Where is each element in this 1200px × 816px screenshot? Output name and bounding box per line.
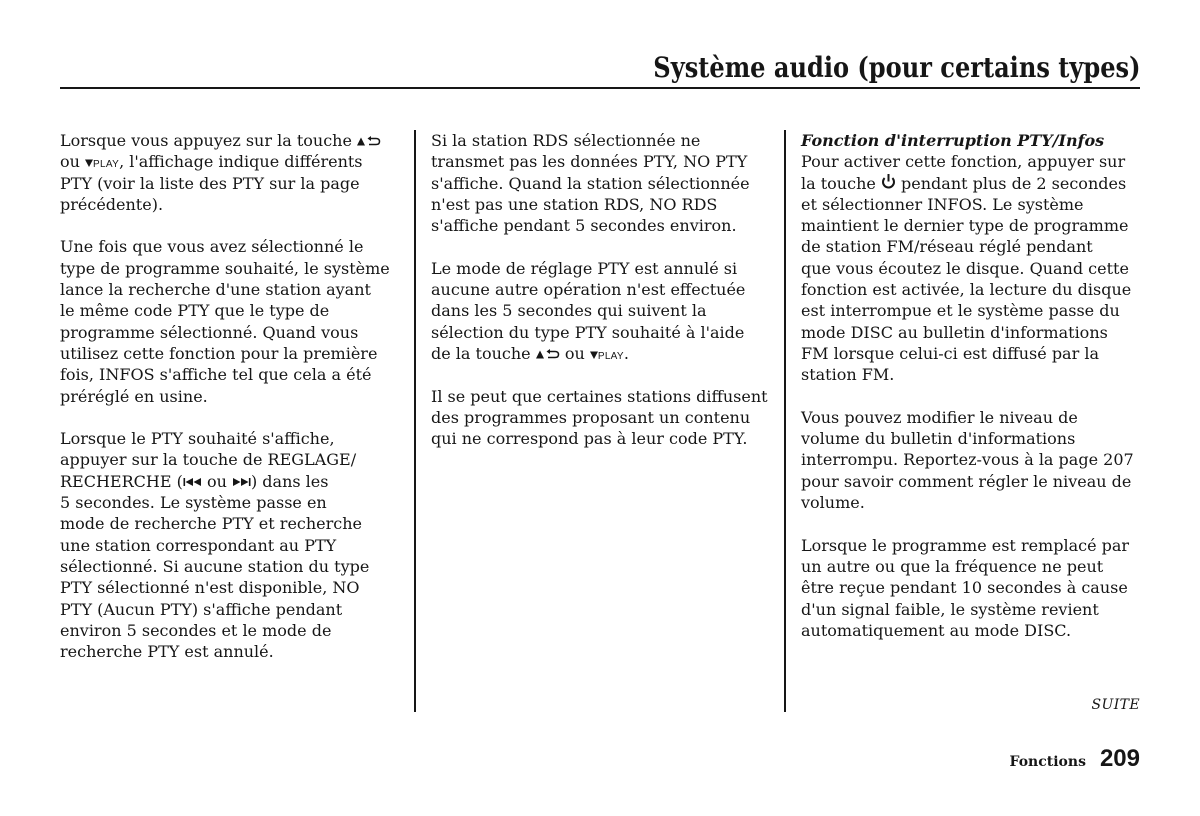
text-line: environ 5 secondes et le mode de bbox=[60, 620, 332, 640]
text-line: 5 secondes. Le système passe en bbox=[60, 493, 327, 513]
paragraph bbox=[801, 407, 1151, 513]
text-segment: ) dans les bbox=[250, 471, 329, 491]
text-line: un autre ou que la fréquence ne peut bbox=[801, 556, 1104, 576]
text-line: programme sélectionné. Quand vous bbox=[60, 322, 359, 342]
text-line: mode DISC au bulletin d'informations bbox=[801, 322, 1108, 342]
text-line: n'est pas une station RDS, NO RDS bbox=[431, 194, 718, 214]
text-line: sélection du type PTY souhaité à l'aide bbox=[431, 322, 745, 342]
text-line: transmet pas les données PTY, NO PTY bbox=[431, 152, 748, 172]
column-right bbox=[801, 130, 1151, 662]
page-title: Système audio (pour certains types) bbox=[652, 51, 1140, 84]
text-line: maintient le dernier type de programme bbox=[801, 216, 1129, 236]
play-label: PLAY bbox=[597, 350, 624, 362]
text-line: station FM. bbox=[801, 365, 895, 385]
text-line: s'affiche. Quand la station sélectionnée bbox=[431, 173, 750, 193]
text-line: Lorsque le PTY souhaité s'affiche, bbox=[60, 429, 335, 449]
paragraph bbox=[801, 535, 1151, 641]
text-segment: ou bbox=[201, 471, 232, 491]
text-segment: la touche bbox=[801, 173, 881, 193]
column-divider bbox=[414, 130, 416, 712]
text-line bbox=[60, 151, 410, 172]
text-line: mode de recherche PTY et recherche bbox=[60, 514, 363, 534]
text-line bbox=[431, 343, 781, 364]
page-footer bbox=[1010, 744, 1140, 777]
text-line: fois, INFOS s'affiche tel que cela a été bbox=[60, 365, 372, 385]
text-line: Pour activer cette fonction, appuyer sur bbox=[801, 152, 1126, 172]
text-line: des programmes proposant un contenu bbox=[431, 407, 751, 427]
text-segment: Lorsque vous appuyez sur la touche bbox=[60, 131, 358, 150]
text-line: utilisez cette fonction pour la première bbox=[60, 343, 378, 363]
text-line: et sélectionner INFOS. Le système bbox=[801, 194, 1084, 214]
section-heading: Fonction d'interruption PTY/Infos bbox=[801, 131, 1105, 150]
text-line: appuyer sur la touche de REGLAGE/ bbox=[60, 450, 357, 470]
down-play-icon bbox=[590, 343, 624, 367]
text-line: aucune autre opération n'est effectuée bbox=[431, 280, 746, 300]
text-line: le même code PTY que le type de bbox=[60, 301, 330, 321]
paragraph bbox=[431, 386, 781, 450]
text-segment: , l'affichage indique différents bbox=[119, 152, 363, 172]
text-line bbox=[801, 173, 1151, 194]
text-line: interrompu. Reportez-vous à la page 207 bbox=[801, 450, 1134, 470]
text-line: volume. bbox=[801, 493, 865, 513]
text-line: Lorsque le programme est remplacé par bbox=[801, 535, 1130, 555]
text-segment: ou bbox=[60, 152, 86, 172]
text-line: FM lorsque celui-ci est diffusé par la bbox=[801, 343, 1099, 363]
text-segment: RECHERCHE ( bbox=[60, 471, 183, 491]
skip-back-icon bbox=[183, 471, 202, 492]
text-line: Le mode de réglage PTY est annulé si bbox=[431, 258, 738, 278]
text-line: PTY sélectionné n'est disponible, NO bbox=[60, 578, 360, 598]
text-line: être reçue pendant 10 secondes à cause bbox=[801, 578, 1128, 598]
text-line: automatiquement au mode DISC. bbox=[801, 620, 1072, 640]
text-line: qui ne correspond pas à leur code PTY. bbox=[431, 429, 748, 449]
header-rule bbox=[60, 87, 1140, 89]
skip-forward-icon bbox=[232, 471, 251, 492]
text-line: pour savoir comment régler le niveau de bbox=[801, 471, 1132, 491]
down-play-icon bbox=[85, 151, 119, 175]
text-line: volume du bulletin d'informations bbox=[801, 429, 1076, 449]
text-line: fonction est activée, la lecture du disque bbox=[801, 280, 1132, 300]
power-icon bbox=[881, 173, 896, 194]
up-return-icon bbox=[357, 130, 381, 151]
text-line: Une fois que vous avez sélectionné le bbox=[60, 237, 364, 257]
text-line: Vous pouvez modifier le niveau de bbox=[801, 407, 1078, 427]
text-line bbox=[60, 471, 410, 492]
text-line: Si la station RDS sélectionnée ne bbox=[431, 131, 701, 150]
column-divider bbox=[784, 130, 786, 712]
text-segment: . bbox=[623, 343, 629, 363]
text-line: que vous écoutez le disque. Quand cette bbox=[801, 258, 1129, 278]
text-line: préréglé en usine. bbox=[60, 386, 208, 406]
footer-section-name: Fonctions bbox=[1009, 754, 1086, 770]
text-line: PTY (Aucun PTY) s'affiche pendant bbox=[60, 599, 343, 619]
text-line: précédente). bbox=[60, 194, 164, 214]
column-middle bbox=[431, 130, 781, 471]
text-line: recherche PTY est annulé. bbox=[60, 642, 274, 662]
column-left bbox=[60, 130, 410, 684]
text-segment: de la touche bbox=[431, 343, 536, 363]
text-line: PTY (voir la liste des PTY sur la page bbox=[60, 173, 360, 193]
text-line: lance la recherche d'une station ayant bbox=[60, 280, 371, 300]
continued-marker: SUITE bbox=[1091, 697, 1140, 713]
text-line: type de programme souhaité, le système bbox=[60, 258, 390, 278]
text-segment: ou bbox=[559, 343, 590, 363]
paragraph bbox=[801, 130, 1151, 386]
text-line: sélectionné. Si aucune station du type bbox=[60, 556, 370, 576]
play-label: PLAY bbox=[93, 159, 120, 171]
paragraph bbox=[60, 428, 410, 662]
paragraph bbox=[60, 130, 410, 215]
paragraph bbox=[431, 130, 781, 236]
text-line: d'un signal faible, le système revient bbox=[801, 599, 1099, 619]
page-number: 209 bbox=[1099, 745, 1140, 772]
text-line: de station FM/réseau réglé pendant bbox=[801, 237, 1093, 257]
text-line: une station correspondant au PTY bbox=[60, 535, 337, 555]
up-return-icon bbox=[536, 343, 560, 364]
text-line: Il se peut que certaines stations diffusent bbox=[431, 386, 768, 406]
text-line: dans les 5 secondes qui suivent la bbox=[431, 301, 707, 321]
text-line bbox=[60, 130, 410, 151]
text-line: s'affiche pendant 5 secondes environ. bbox=[431, 216, 737, 236]
paragraph bbox=[60, 236, 410, 406]
text-segment: pendant plus de 2 secondes bbox=[895, 173, 1127, 193]
paragraph bbox=[431, 258, 781, 364]
text-line: est interrompue et le système passe du bbox=[801, 301, 1120, 321]
